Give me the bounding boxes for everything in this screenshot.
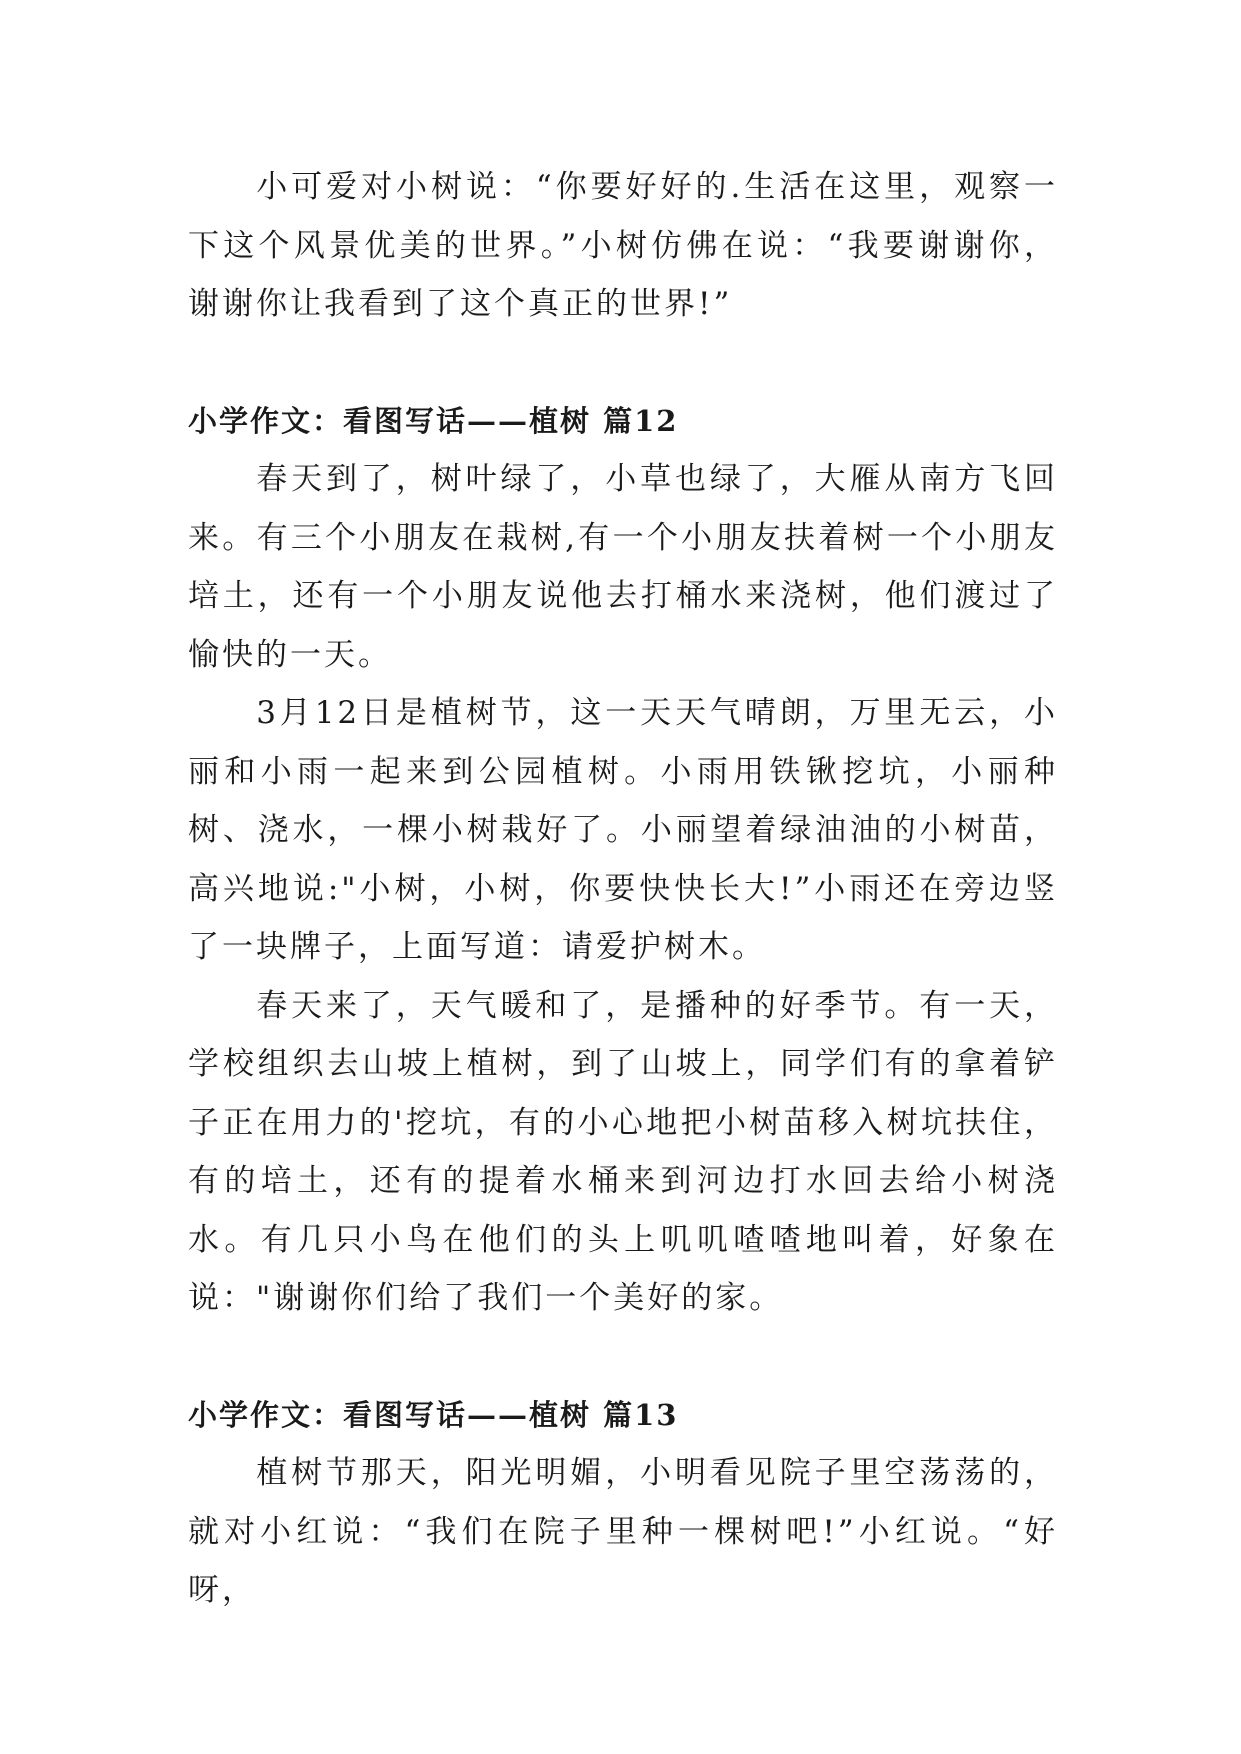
document-body <box>188 158 1058 1620</box>
paragraph: 小可爱对小树说：“你要好好的.生活在这里，观察一下这个风景优美的世界。”小树仿佛在说：“我要谢谢你，谢谢你让我看到了这个真正的世界!” <box>188 169 1058 322</box>
paragraph: 3月12日是植树节，这一天天气晴朗，万里无云，小丽和小雨一起来到公园植树。小雨用铁锹挖坑，小丽种树、浇水，一棵小树栽好了。小丽望着绿油油的小树苗，高兴地说:"小树，小树，你要快快长大!”小雨还在旁边竖了一块牌子，上面写道：请爱护树木。 <box>188 695 1058 965</box>
paragraph: 春天来了，天气暖和了，是播种的好季节。有一天，学校组织去山坡上植树，到了山坡上，同学们有的拿着铲子正在用力的'挖坑，有的小心地把小树苗移入树坑扶住，有的培土，还有的提着水桶来到河边打水回去给小树浇水。有几只小鸟在他们的头上叽叽喳喳地叫着，好象在说："谢谢你们给了我们一个美好的家。 <box>188 987 1058 1316</box>
essay-heading: 小学作文：看图写话——植树 篇12 <box>188 403 679 438</box>
paragraph: 春天到了，树叶绿了，小草也绿了，大雁从南方飞回来。有三个小朋友在栽树,有一个小朋友扶着树一个小朋友培土，还有一个小朋友说他去打桶水来浇树，他们渡过了愉快的一天。 <box>188 461 1058 673</box>
paragraph: 植树节那天，阳光明媚，小明看见院子里空荡荡的，就对小红说：“我们在院子里种一棵树吧!”小红说。“好呀， <box>188 1455 1058 1608</box>
essay-heading: 小学作文：看图写话——植树 篇13 <box>188 1397 679 1432</box>
